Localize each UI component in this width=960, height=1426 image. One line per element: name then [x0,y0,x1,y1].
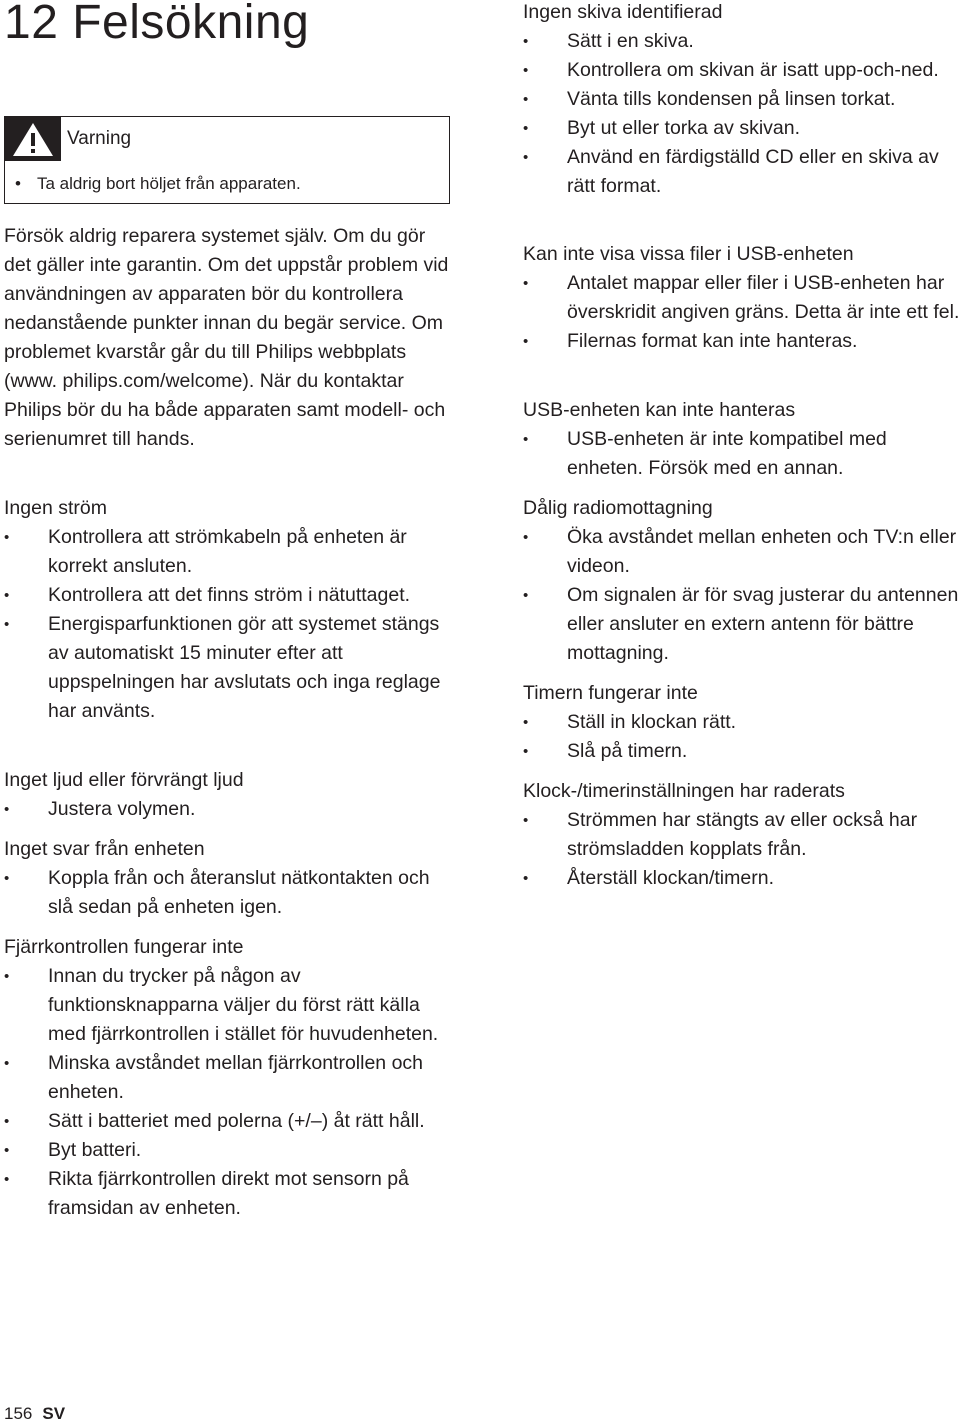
list-item: • Kontrollera att strömkabeln på enheten är korrekt ansluten. [4,523,456,581]
warning-box [4,116,450,204]
list-item: • Minska avståndet mellan fjärrkontrollen och enheten. [4,1049,456,1107]
section-heading: Inget svar från enheten [4,838,205,860]
section-radiomottagning [523,494,960,668]
list-item: • Kontrollera att det finns ström i nätuttaget. [4,581,456,610]
list-item: • Sätt i en skiva. [523,27,960,56]
warning-item: • Ta aldrig bort höljet från apparaten. [15,173,301,195]
list-item: • Byt batteri. [4,1136,456,1165]
section-inget-ljud [4,766,456,824]
list-item: • Byt ut eller torka av skivan. [523,114,960,143]
intro-paragraph: Försök aldrig reparera systemet själv. Om du gör det gäller inte garantin. Om det uppstår problem vid användningen av apparaten bör du kontrollera nedanstående punkter innan du begär service. Om problemet kvarstår går du till Philips webbplats (www. philips.com/welcome). När du kontaktar Philips bör du ha både apparaten samt modell- och serienumret till hands. [4,225,449,450]
list-item: • Justera volymen. [4,795,456,824]
section-heading: Kan inte visa vissa filer i USB-enheten [523,243,854,265]
list-item: • Slå på timern. [523,737,960,766]
language-code: SV [42,1404,66,1423]
list-item: • Koppla från och återanslut nätkontakten och slå sedan på enheten igen. [4,864,456,922]
list-item: • Antalet mappar eller filer i USB-enheten har överskridit angiven gräns. Detta är inte ett fel. [523,269,960,327]
list-item: • USB-enheten är inte kompatibel med enheten. Försök med en annan. [523,425,960,483]
section-inget-svar [4,835,456,922]
section-heading: Ingen ström [4,497,107,519]
warning-heading: Varning [67,128,132,149]
page-number: 156 [4,1404,33,1423]
section-usb-hanteras [523,396,960,483]
list-item: • Rikta fjärrkontrollen direkt mot sensorn på framsidan av enheten. [4,1165,456,1223]
section-usb-filer [523,240,960,356]
list-item: • Filernas format kan inte hanteras. [523,327,960,356]
page-title: 12 Felsökning [4,0,310,49]
section-heading: Fjärrkontrollen fungerar inte [4,936,244,958]
section-heading: Klock-/timerinställningen har raderats [523,780,845,802]
section-timern [523,679,960,766]
section-heading: Timern fungerar inte [523,682,698,704]
list-item: • Om signalen är för svag justerar du antennen eller ansluter en extern antenn för bättre mottagning. [523,581,960,668]
section-fjarrkontrollen [4,933,456,1223]
list-item: • Ställ in klockan rätt. [523,708,960,737]
section-heading: USB-enheten kan inte hanteras [523,399,796,421]
section-heading: Inget ljud eller förvrängt ljud [4,769,244,791]
list-item: • Vänta tills kondensen på linsen torkat. [523,85,960,114]
list-item: • Energisparfunktionen gör att systemet stängs av automatiskt 15 minuter efter att uppspelningen har avslutats och inga reglage har använts. [4,610,456,726]
page-footer [4,1403,65,1425]
list-item: • Kontrollera om skivan är isatt upp-och-ned. [523,56,960,85]
section-heading: Dålig radiomottagning [523,497,713,519]
section-heading: Ingen skiva identifierad [523,1,723,23]
list-item: • Använd en färdigställd CD eller en skiva av rätt format. [523,143,960,201]
list-item: • Öka avståndet mellan enheten och TV:n eller videon. [523,523,960,581]
list-item: • Innan du trycker på någon av funktionsknapparna väljer du först rätt källa med fjärrkontrollen i stället för huvudenheten. [4,962,456,1049]
section-ingen-skiva [523,0,960,201]
list-item: • Återställ klockan/timern. [523,864,960,893]
section-klock-timer [523,777,960,893]
warning-icon [5,117,61,161]
list-item: • Sätt i batteriet med polerna (+/–) åt rätt håll. [4,1107,456,1136]
section-ingen-strom [4,494,456,726]
list-item: • Strömmen har stängts av eller också har strömsladden kopplats från. [523,806,960,864]
